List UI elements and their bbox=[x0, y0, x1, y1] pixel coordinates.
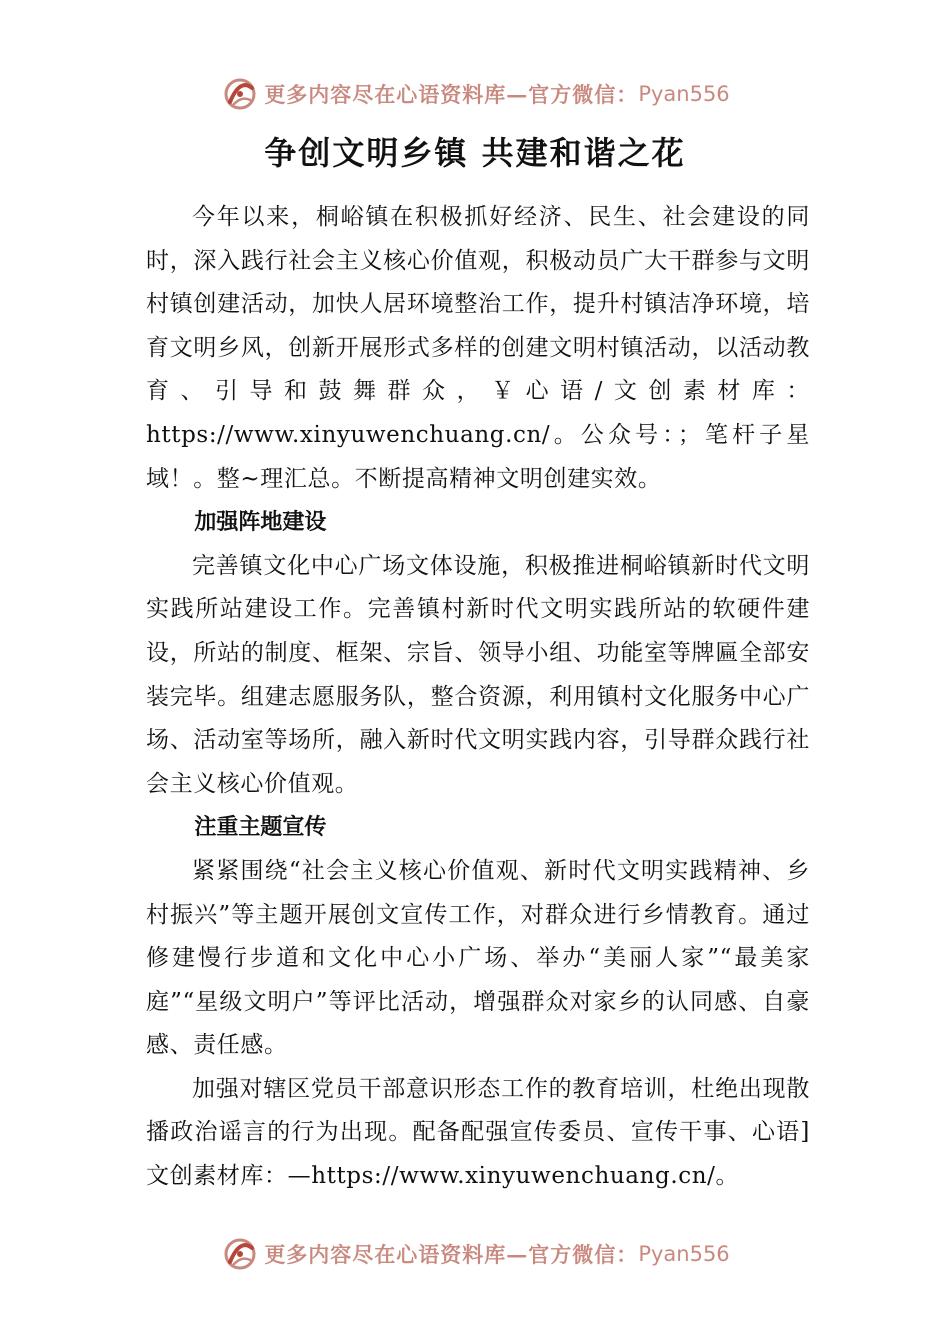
section-heading-publicity: 注重主题宣传 bbox=[194, 815, 327, 841]
article-body bbox=[146, 196, 810, 1199]
watermark-wechat-id: Pyan556 bbox=[638, 82, 730, 106]
section-paragraph-publicity: 紧紧围绕“社会主义核心价值观、新时代文明实践精神、乡村振兴”等主题开展创文宣传工作，对群众进行乡情教育。通过修建慢行步道和文化中心小广场、举办“美丽人家”“最美家庭”“星级文明户”等评比活动，增强群众对家乡的认同感、自豪感、责任感。 bbox=[146, 857, 810, 1059]
section-paragraph-positions: 完善镇文化中心广场文体设施，积极推进桐峪镇新时代文明实践所站建设工作。完善镇村新时代文明实践所站的软硬件建设，所站的制度、框架、宗旨、领导小组、功能室等牌匾全部安装完毕。组建志愿服务队，整合资源，利用镇村文化服务中心广场、活动室等场所，融入新时代文明实践内容，引导群众践行社会主义核心价值观。 bbox=[146, 552, 810, 797]
watermark-text: 更多内容尽在心语资料库—官方微信： bbox=[264, 82, 639, 107]
swirl-logo-icon bbox=[220, 1234, 260, 1274]
footer-watermark bbox=[0, 1232, 950, 1276]
article-title: 争创文明乡镇 共建和谐之花 bbox=[264, 134, 686, 172]
watermark-wechat-id: Pyan556 bbox=[638, 1242, 730, 1266]
section-paragraph-training: 加强对辖区党员干部意识形态工作的教育培训，杜绝出现散播政治谣言的行为出现。配备配强宣传委员、宣传干事、心语]文创素材库：—https://www.xinyuwenchuang.cn/。 bbox=[146, 1075, 810, 1190]
header-watermark bbox=[0, 72, 950, 116]
watermark-text: 更多内容尽在心语资料库—官方微信： bbox=[264, 1242, 639, 1267]
section-heading-positions: 加强阵地建设 bbox=[194, 510, 327, 536]
intro-paragraph: 今年以来，桐峪镇在积极抓好经济、民生、社会建设的同时，深入践行社会主义核心价值观，积极动员广大干群参与文明村镇创建活动，加快人居环境整治工作，提升村镇洁净环境，培育文明乡风，创新开展形式多样的创建文明村镇活动，以活动教育、引导和鼓舞群众，￥心语/文创素材库：https://www.xinyuwenchuang.cn/。公众号：；笔杆子星域！。整~理汇总。不断提高精神文明创建实效。 bbox=[146, 204, 810, 492]
swirl-logo-icon bbox=[220, 74, 260, 114]
